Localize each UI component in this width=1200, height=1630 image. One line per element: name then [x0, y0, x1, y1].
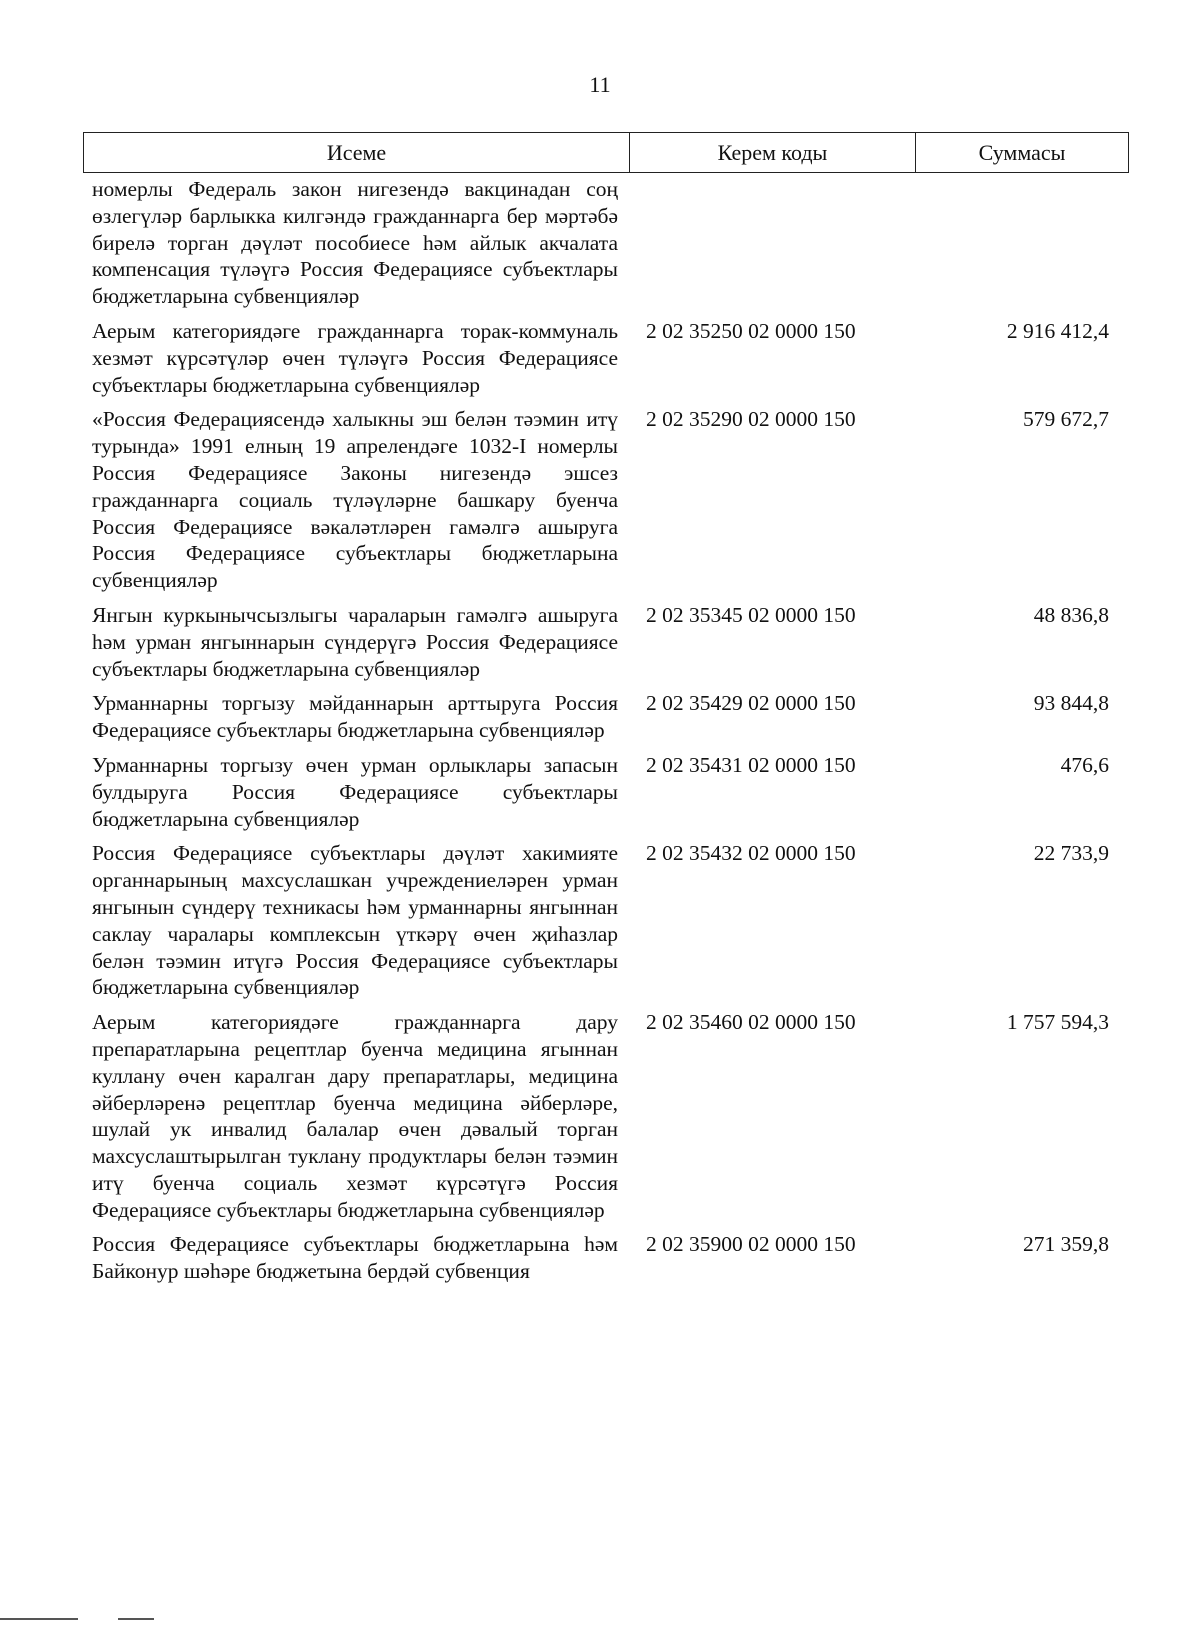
row-code: 2 02 35345 02 0000 150: [646, 602, 856, 627]
row-sum: 48 836,8: [1033, 602, 1109, 627]
row-name: Аерым категориядәге гражданнарга дару препаратларына рецептлар буенча медицина ягыннан куллану өчен каралган дару препаратлары, медицина әйберләренә рецептлар буенча медицина әйберләре, шулай ук инвалид балалар өчен дәвалый торган махсуслаштырылган туклану продуктлары белән тәэмин итү буенча социаль хезмәт күрсәтүгә Россия Федерациясе субъектлары бюджетларына субвенцияләр: [92, 1010, 618, 1222]
row-name: Урманнарны торгызу өчен урман орлыклары запасын булдыруга Россия Федерациясе субъектлары бюджетларына субвенцияләр: [92, 752, 618, 831]
row-code: 2 02 35429 02 0000 150: [646, 691, 856, 716]
row-name: Россия Федерациясе субъектлары бюджетларына һәм Байконур шәһәре бюджетына бердәй субвенция: [92, 1232, 618, 1284]
row-code: 2 02 35900 02 0000 150: [646, 1232, 856, 1257]
table-body: [92, 176, 1122, 1293]
row-name: «Россия Федерациясендә халыкны эш белән тәэмин итү турында» 1991 елның 19 апрелендәге 1032-I номерлы Россия Федерациясе Законы нигезендә эшсез гражданнарга социаль түләүләрне башкару буенча Россия Федерациясе вәкаләтләрен гамәлгә ашыруга Россия Федерациясе субъектлары бюджетларына субвенцияләр: [92, 407, 618, 593]
row-name: Урманнарны торгызу мәйданнарын арттыруга Россия Федерациясе субъектлары бюджетларына субвенцияләр: [92, 691, 618, 743]
table-row: [92, 1231, 1122, 1285]
table-row: [92, 176, 1122, 310]
row-name: Аерым категориядәге гражданнарга торак-коммуналь хезмәт күрсәтүләр өчен түләүгә Россия Федерациясе субъектлары бюджетларына субвенцияләр: [92, 318, 618, 397]
row-code: 2 02 35432 02 0000 150: [646, 841, 856, 866]
scan-edge-marks: [0, 1618, 160, 1622]
scan-mark: [0, 1618, 78, 1620]
table-row: [92, 318, 1122, 398]
row-name: Россия Федерациясе субъектлары дәүләт хакимияте органнарының махсуслашкан учреждениеләрен урман янгынын сүндерү техникасы һәм урманнарны янгыннан саклау чаралары комплексын үткәрү өчен җиһазлар белән тәэмин итүгә Россия Федерациясе субъектлары бюджетларына субвенцияләр: [92, 841, 618, 1000]
header-name: Исеме: [84, 133, 630, 172]
table-row: [92, 752, 1122, 832]
row-sum: 2 916 412,4: [1006, 318, 1109, 343]
header-code: Керем коды: [630, 133, 916, 172]
row-sum: 1 757 594,3: [1006, 1010, 1109, 1035]
row-sum: 22 733,9: [1033, 841, 1109, 866]
row-sum: 476,6: [1060, 752, 1109, 777]
row-code: 2 02 35250 02 0000 150: [646, 318, 856, 343]
table-row: [92, 840, 1122, 1001]
row-name: номерлы Федераль закон нигезендә вакцинадан соң өзлегүләр барлыкка килгәндә гражданнарга бер мәртәбә бирелә торган дәүләт пособиесе һәм айлык акчалата компенсация түләүгә Россия Федерациясе субъектлары бюджетларына субвенцияләр: [92, 177, 618, 309]
row-name: Янгын куркынычсызлыгы чараларын гамәлгә ашыруга һәм урман янгыннарын сүндерүгә Россия Федерациясе субъектлары бюджетларына субвенцияләр: [92, 602, 618, 681]
row-code: 2 02 35460 02 0000 150: [646, 1010, 856, 1035]
scan-mark: [118, 1618, 154, 1620]
table-row: [92, 690, 1122, 744]
table-row: [92, 406, 1122, 594]
table-header: [83, 132, 1129, 173]
row-code: 2 02 35290 02 0000 150: [646, 407, 856, 432]
row-sum: 579 672,7: [1023, 407, 1109, 432]
row-sum: 93 844,8: [1033, 691, 1109, 716]
row-sum: [908, 176, 1122, 310]
row-sum: 271 359,8: [1023, 1232, 1109, 1257]
row-code: 2 02 35431 02 0000 150: [646, 752, 856, 777]
page-number: 11: [589, 72, 611, 97]
header-sum: Суммасы: [978, 139, 1066, 165]
table-row: [92, 1009, 1122, 1223]
table-row: [92, 602, 1122, 682]
row-code: [618, 176, 908, 310]
